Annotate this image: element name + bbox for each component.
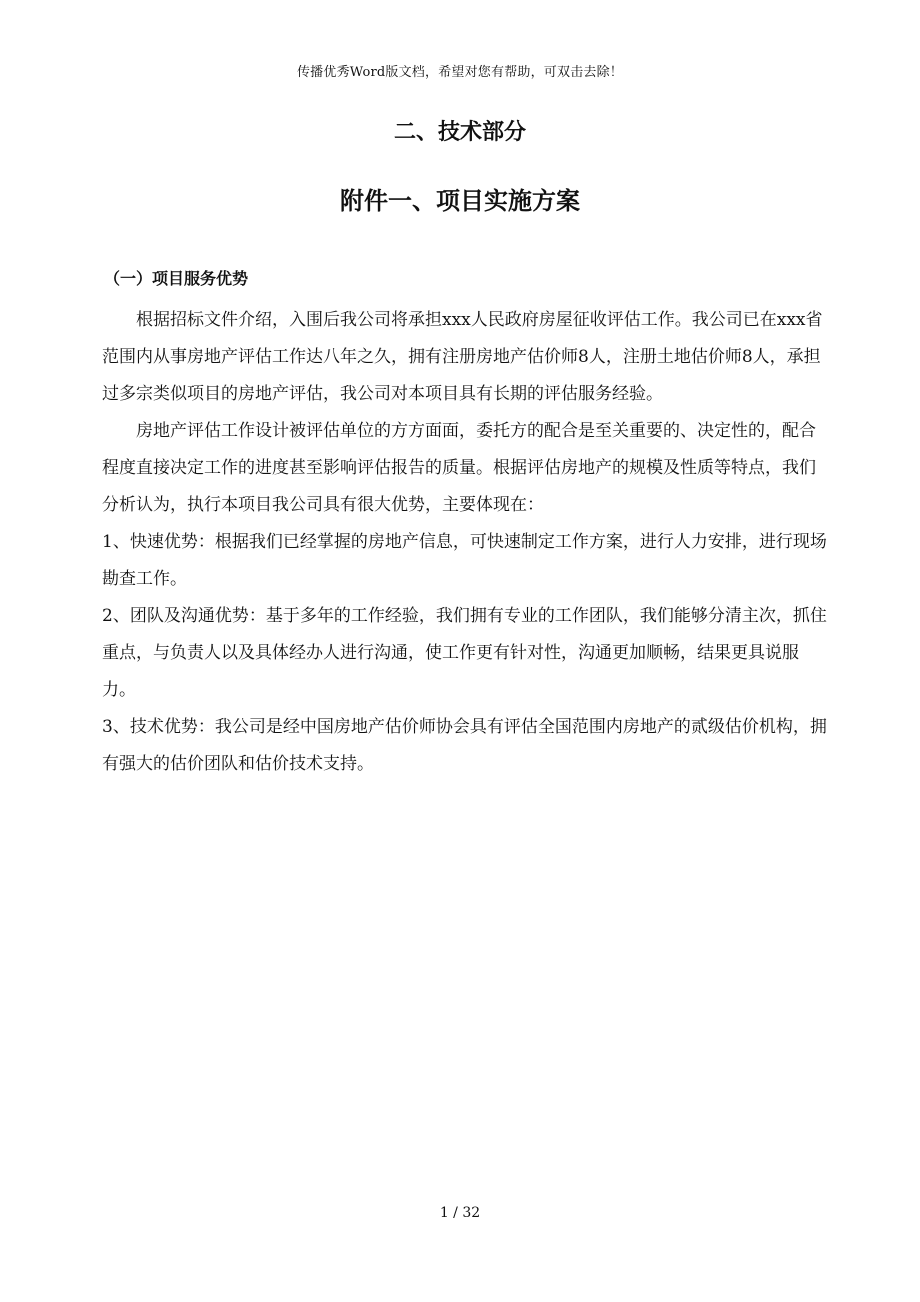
page-title: 二、技术部分 xyxy=(393,120,526,145)
page-subtitle: 附件一、项目实施方案 xyxy=(340,187,580,215)
paragraph-advantage-team: 2、团队及沟通优势：基于多年的工作经验，我们拥有专业的工作团队，我们能够分清主次，抓住重点，与负责人以及具体经办人进行沟通，使工作更有针对性，沟通更加顺畅，结果更具说服力。 xyxy=(102,606,827,700)
header-note: 传播优秀Word版文档，希望对您有帮助，可双击去除！ xyxy=(296,65,624,80)
paragraph-advantage-speed: 1、快速优势：根据我们已经掌握的房地产信息，可快速制定工作方案，进行人力安排，进行现场勘查工作。 xyxy=(102,532,827,589)
paragraph-context: 房地产评估工作设计被评估单位的方方面面，委托方的配合是至关重要的、决定性的，配合程度直接决定工作的进度甚至影响评估报告的质量。根据评估房地产的规模及性质等特点，我们分析认为，执行本项目我公司具有很大优势，主要体现在： xyxy=(102,421,816,515)
paragraph-advantage-technology: 3、技术优势：我公司是经中国房地产估价师协会具有评估全国范围内房地产的贰级估价机构，拥有强大的估价团队和估价技术支持。 xyxy=(102,717,827,774)
page-number: 1 / 32 xyxy=(439,1205,481,1221)
section-heading: （一）项目服务优势 xyxy=(104,269,249,288)
paragraph-intro: 根据招标文件介绍，入围后我公司将承担xxx人民政府房屋征收评估工作。我公司已在xxx省范围内从事房地产评估工作达八年之久，拥有注册房地产估价师8人，注册土地估价师8人，承担过多宗类似项目的房地产评估，我公司对本项目具有长期的评估服务经验。 xyxy=(102,310,823,404)
document-body xyxy=(102,302,832,783)
